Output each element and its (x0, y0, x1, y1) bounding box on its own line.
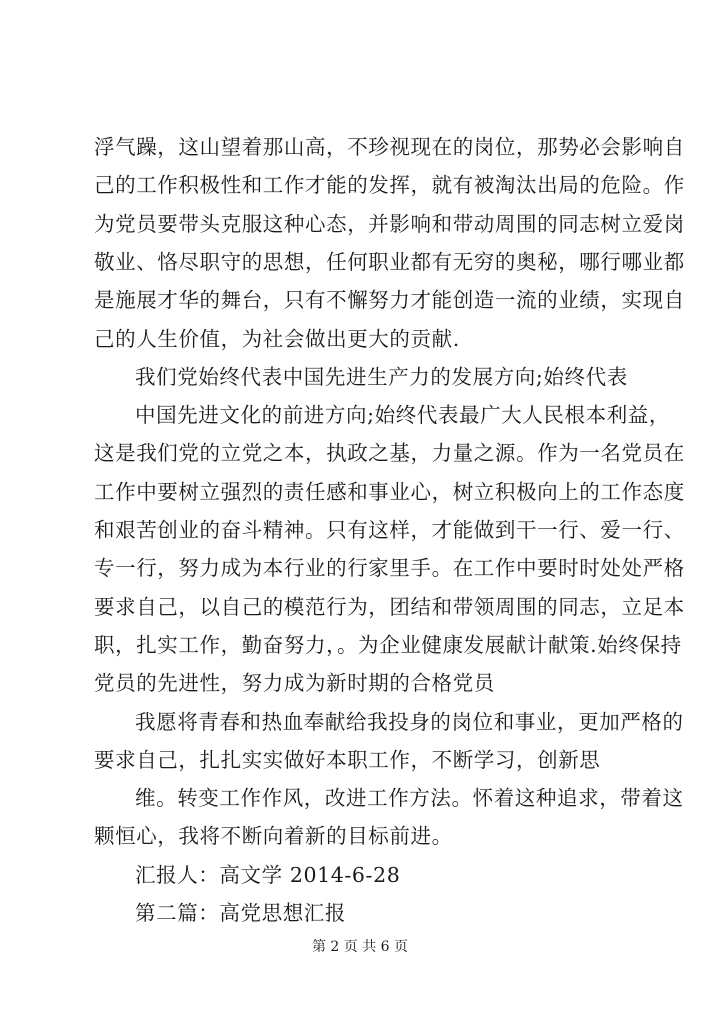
page-number: 第 2 页 共 6 页 (311, 939, 409, 955)
text-line: 敬业、恪尽职守的思想，任何职业都有无穷的奥秘，哪行哪业都 (94, 249, 685, 274)
text-line: 中国先进文化的前进方向;始终代表最广大人民根本利益， (135, 403, 671, 428)
text-line: 要求自己，以自己的模范行为，团结和带领周围的同志，立足本 (94, 594, 685, 619)
text-line: 工作中要树立强烈的责任感和事业心，树立积极向上的工作态度 (94, 479, 685, 504)
text-line: 浮气躁，这山望着那山高，不珍视现在的岗位，那势必会影响自 (94, 135, 685, 159)
text-line: 专一行，努力成为本行业的行家里手。在工作中要时时处处严格 (94, 556, 685, 581)
text-line: 职，扎实工作，勤奋努力，。为企业健康发展献计献策.始终保持 (94, 632, 682, 657)
text-line: 己的工作积极性和工作才能的发挥，就有被淘汰出局的危险。作 (94, 173, 685, 198)
text-line: 维。转变工作作风，改进工作方法。怀着这种追求，带着这 (135, 786, 684, 811)
text-line: 己的人生价值，为社会做出更大的贡献. (94, 326, 460, 351)
text-line: 我们党始终代表中国先进生产力的发展方向;始终代表 (135, 364, 628, 389)
section-heading: 第二篇：高党思想汇报 (135, 901, 346, 925)
text-line: 我愿将青春和热血奉献给我投身的岗位和事业，更加严格的 (135, 709, 684, 734)
text-line: 为党员要带头克服这种心态，并影响和带动周围的同志树立爱岗 (94, 211, 685, 236)
text-line: 党员的先进性，努力成为新时期的合格党员 (94, 671, 495, 696)
reporter-line: 汇报人：高文学 2014-6-28 (135, 862, 401, 887)
text-line: 这是我们党的立党之本，执政之基，力量之源。作为一名党员在 (94, 441, 685, 466)
text-line: 要求自己，扎扎实实做好本职工作，不断学习，创新思 (94, 747, 601, 772)
text-line: 是施展才华的舞台，只有不懈努力才能创造一流的业绩，实现自 (94, 288, 685, 313)
text-line: 颗恒心，我将不断向着新的目标前进。 (94, 824, 453, 849)
text-line: 和艰苦创业的奋斗精神。只有这样，才能做到干一行、爱一行、 (94, 518, 685, 542)
